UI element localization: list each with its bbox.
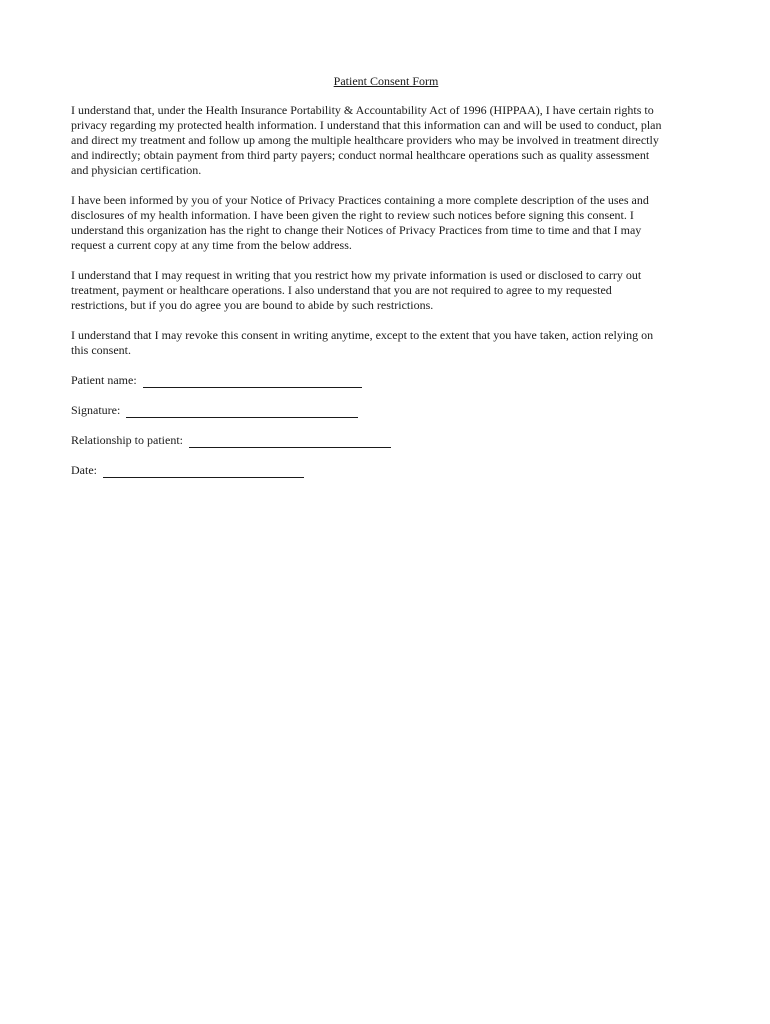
date-line[interactable]: [103, 465, 304, 478]
signature-line[interactable]: [126, 405, 358, 418]
date-field: [71, 463, 701, 478]
signature-label: Signature:: [71, 403, 121, 417]
relationship-field: [71, 433, 701, 448]
paragraph-rights: [71, 103, 701, 178]
paragraph-restrictions: [71, 268, 701, 313]
paragraph-line: disclosures of my health information. I have been given the right to review such notices before signing this consent. I: [71, 208, 634, 222]
paragraph-line: I understand that I may request in writing that you restrict how my private information is used or disclosed to carry out: [71, 268, 642, 282]
paragraph-line: I understand that, under the Health Insurance Portability & Accountability Act of 1996 (HIPPAA), I have certain rights to: [71, 103, 654, 117]
patient-name-label: Patient name:: [71, 373, 137, 387]
paragraph-line: request a current copy at any time from the below address.: [71, 238, 352, 252]
paragraph-line: I have been informed by you of your Notice of Privacy Practices containing a more complete description of the uses and: [71, 193, 649, 207]
paragraph-line: and direct my treatment and follow up among the multiple healthcare providers who may be involved in treatment directly: [71, 133, 659, 147]
relationship-line[interactable]: [189, 435, 391, 448]
paragraph-line: understand this organization has the right to change their Notices of Privacy Practices from time to time and that I may: [71, 223, 642, 237]
paragraph-line: treatment, payment or healthcare operations. I also understand that you are not required to agree to my requested: [71, 283, 612, 297]
paragraph-line: this consent.: [71, 343, 131, 357]
paragraph-revoke: [71, 328, 701, 358]
patient-name-line[interactable]: [143, 375, 362, 388]
paragraph-line: I understand that I may revoke this consent in writing anytime, except to the extent that you have taken, action relying on: [71, 328, 654, 342]
paragraph-line: and indirectly; obtain payment from third party payers; conduct normal healthcare operations such as quality assessment: [71, 148, 650, 162]
paragraph-line: and physician certification.: [71, 163, 202, 177]
relationship-label: Relationship to patient:: [71, 433, 183, 447]
form-title: Patient Consent Form: [333, 74, 439, 88]
signature-field: [71, 403, 701, 418]
patient-name-field: [71, 373, 701, 388]
paragraph-notice: [71, 193, 701, 253]
date-label: Date:: [71, 463, 97, 477]
paragraph-line: restrictions, but if you do agree you are bound to abide by such restrictions.: [71, 298, 434, 312]
consent-form-page: [71, 74, 701, 493]
paragraph-line: privacy regarding my protected health information. I understand that this information can and will be used to conduct, plan: [71, 118, 662, 132]
